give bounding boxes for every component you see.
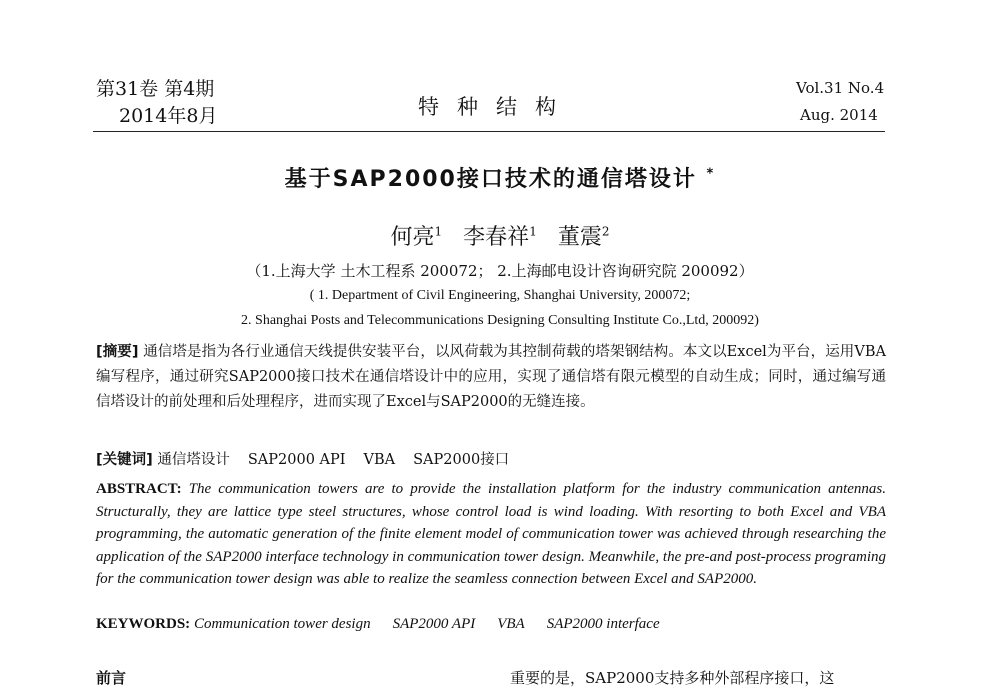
author-name: 李春祥: [463, 225, 530, 250]
abstract-en-label: ABSTRACT:: [96, 481, 182, 497]
affiliation-en-line-1: ( 1. Department of Civil Engineering, Shanghai University, 200072;: [309, 288, 691, 303]
keywords-cn-label: [关键词]: [96, 452, 153, 468]
date-en: Aug. 2014: [800, 106, 878, 124]
volume-issue-cn: 第31卷 第4期: [96, 78, 215, 100]
keywords-cn: [96, 448, 886, 469]
keyword-cn: 通信塔设计: [157, 452, 230, 468]
keyword-en: Communication tower design: [193, 616, 371, 632]
author-affiliation-mark: 1: [529, 224, 537, 239]
abstract-en-text: The communication towers are to provide the installation platform for the industry communication antennas. Structurally, they are lattice type steel structures, whose control load is wind loading. With resorting to both Excel and VBA programming, the automatic generation of the finite element model of communication tower was achieved through researching the application of the SAP2000 interface technology in communication tower design. Meanwhile, the pre-and post-process programing for the communication tower design was able to realize the seamless connection between Excel and SAP2000.: [96, 481, 887, 588]
date-cn: 2014年8月: [119, 105, 218, 127]
volume-issue-en: Vol.31 No.4: [796, 79, 885, 97]
column-2-first-line: 重要的是，SAP2000支持多种外部程序接口，这: [510, 669, 835, 687]
paper-title-text: 基于SAP2000接口技术的通信塔设计: [284, 167, 697, 192]
abstract-en: [96, 478, 886, 591]
abstract-cn: [96, 340, 886, 415]
keyword-cn: SAP2000接口: [413, 452, 510, 468]
title-footnote-mark: *: [706, 166, 716, 182]
keyword-cn: SAP2000 API: [247, 452, 346, 468]
keywords-en-label: KEYWORDS:: [96, 616, 191, 632]
affiliation-en-line-2: 2. Shanghai Posts and Telecommunications Designing Consulting Institute Co.,Ltd, 200092): [241, 313, 759, 328]
author-name: 董震: [557, 225, 602, 250]
abstract-cn-label: [摘要]: [96, 344, 139, 360]
keyword-en: VBA: [497, 616, 525, 632]
keyword-cn: VBA: [363, 452, 396, 468]
header-rule: [93, 131, 885, 132]
keyword-en: SAP2000 interface: [546, 616, 660, 632]
affiliation-cn: （1.上海大学 土木工程系 200072； 2.上海邮电设计咨询研究院 200092）: [246, 262, 754, 280]
author-list: [0, 220, 1000, 251]
keywords-en: [96, 616, 886, 633]
author-affiliation-mark: 2: [601, 224, 610, 239]
abstract-cn-text: 通信塔是指为各行业通信天线提供安装平台，以风荷载为其控制荷载的塔架钢结构。本文以Excel为平台，运用VBA编写程序，通过研究SAP2000接口技术在通信塔设计中的应用，实现了通信塔有限元模型的自动生成；同时，通过编写通信塔设计的前处理和后处理程序，进而实现了Excel与SAP2000的无缝连接。: [96, 344, 886, 410]
keyword-en: SAP2000 API: [392, 616, 476, 632]
author-name: 何亮: [390, 225, 435, 250]
author-affiliation-mark: 1: [434, 224, 443, 239]
paper-title: [0, 162, 1000, 193]
preface-heading: 前言: [96, 669, 127, 687]
journal-name: 特种结构: [418, 95, 574, 119]
